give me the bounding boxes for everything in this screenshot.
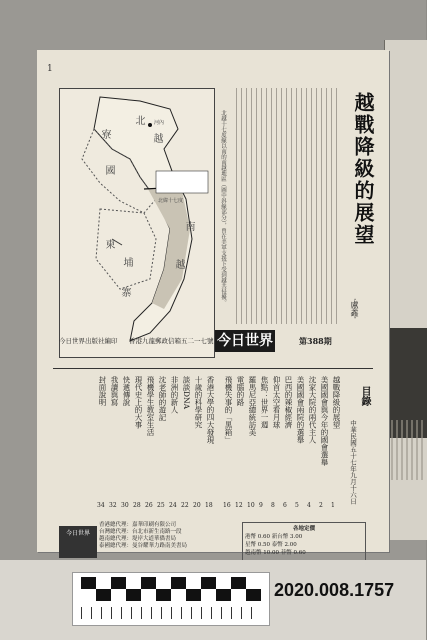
- toc-page-numbers: [55, 502, 375, 512]
- toc-item: 飛機學生教室生活: [146, 376, 155, 436]
- map-caption: 北越十七度線以南的南越地區（圖中斜線部分），曾在美軍支援下受到越共侵擾。: [220, 110, 226, 306]
- toc-item: 巴西的辣椒經濟: [284, 376, 293, 429]
- checker-row: [81, 589, 261, 601]
- toc-item: 十歲的科學研究: [194, 376, 203, 429]
- article-author: ·盧鑫·: [350, 298, 359, 320]
- map-label-laos-1: 寮: [99, 129, 110, 139]
- toc-item: 焦點：世界一週: [260, 376, 269, 429]
- toc-item: 羅馬尼亞總統訪美: [248, 376, 257, 436]
- map-label-north-1: 北: [133, 115, 144, 125]
- toc-item: 香港大學的四大發現: [206, 376, 215, 444]
- toc-page: 32: [109, 502, 117, 509]
- toc-item: 現代史上的大事: [134, 376, 143, 429]
- toc-item: 沈老師的遊記: [158, 376, 167, 421]
- article-body-text: [233, 88, 337, 324]
- contents-date: 中華民國五十七年九月十六日: [349, 420, 357, 505]
- publisher-line: 今日世界出版社編印: [59, 337, 118, 345]
- masthead-logo: 今日世界: [215, 330, 275, 352]
- color-calibration-card: [72, 572, 270, 626]
- toc-page: 18: [205, 502, 213, 509]
- issue-number: 第388期: [299, 336, 332, 346]
- map-label-south-2: 越: [173, 259, 184, 269]
- toc-page: 25: [157, 502, 165, 509]
- toc-item: 飛機失事的「黑箱」: [224, 376, 233, 444]
- toc-page: 28: [133, 502, 141, 509]
- toc-item: 封面說明: [98, 376, 107, 406]
- map-label-north-2: 越: [151, 133, 162, 143]
- price-row: 星幣 0.50 泰幣 2.00: [245, 542, 297, 548]
- toc-item: 我讀與寫: [110, 376, 119, 406]
- toc-page: 20: [193, 502, 201, 509]
- page-number: 1: [47, 64, 53, 74]
- toc-page: 16: [223, 502, 231, 509]
- scale-ruler: [81, 607, 261, 619]
- map-label-cambodia-3: 寨: [119, 287, 130, 297]
- toc-page: 2: [319, 502, 323, 509]
- vietnam-map: [59, 88, 215, 358]
- toc-page: 6: [283, 502, 287, 509]
- toc-page: 24: [169, 502, 177, 509]
- toc-page: 30: [121, 502, 129, 509]
- distributor-line: 香港總代理：嘉華印刷有限公司: [99, 522, 177, 528]
- toc-item: 美國國會與今年的國會選舉: [320, 376, 329, 466]
- toc-page: 34: [97, 502, 105, 509]
- article-title: 越戰降級的展望: [351, 92, 375, 246]
- toc-item: 沈家大院的兩代主人: [308, 376, 317, 444]
- toc-page: 12: [235, 502, 243, 509]
- toc-page: 22: [181, 502, 189, 509]
- toc-item: 電腦的路: [236, 376, 245, 406]
- toc-page: 26: [145, 502, 153, 509]
- toc-page: 4: [307, 502, 311, 509]
- checker-row: [81, 577, 261, 589]
- toc-page: 9: [259, 502, 263, 509]
- adjacent-text: [391, 420, 425, 480]
- toc-item: 仰首太空看月球: [272, 376, 281, 429]
- toc-item: 談談DNA: [182, 376, 191, 409]
- distributor-line: 越南總代理：堤岸大道華僑書局: [99, 536, 177, 542]
- map-label-south-1: 南: [183, 221, 194, 231]
- toc-item: 快遞傳說: [122, 376, 131, 406]
- toc-item: 越戰降級的展望: [332, 376, 341, 429]
- price-title: 各地定價: [292, 526, 315, 532]
- toc-page: 5: [295, 502, 299, 509]
- map-label-cambodia-2: 埔: [121, 257, 132, 267]
- toc-page: 1: [331, 502, 335, 509]
- toc-item: 美國國會兩院的選舉: [296, 376, 305, 444]
- map-label-17th-parallel: 北緯十七度: [158, 198, 184, 204]
- accession-number: 2020.008.1757: [274, 580, 395, 600]
- price-row: 港幣 0.60 新台幣 3.00: [245, 534, 303, 540]
- toc-item: 非洲的新人: [170, 376, 179, 414]
- map-label-cambodia-1: 柬: [103, 239, 114, 249]
- toc-page: 10: [247, 502, 255, 509]
- distributor-line: 台灣總代理：台北市新生南路一段: [99, 529, 182, 535]
- contents-heading: 目錄: [359, 386, 370, 406]
- price-row: 越南幣 10.00 菲幣 0.60: [245, 550, 306, 556]
- toc-page: 8: [271, 502, 275, 509]
- map-label-hanoi: 河內: [154, 120, 165, 126]
- map-label-laos-2: 國: [103, 165, 114, 175]
- magazine-page: [37, 50, 389, 556]
- distributor-logo: 今日世界: [59, 526, 97, 558]
- publisher-address: 香港九龍郵政信箱五二一七號: [129, 337, 214, 345]
- divider: [53, 368, 373, 369]
- adjacent-page: [384, 40, 427, 540]
- distributor-line: 泰國總代理：曼谷耀華力路南美書局: [99, 543, 188, 549]
